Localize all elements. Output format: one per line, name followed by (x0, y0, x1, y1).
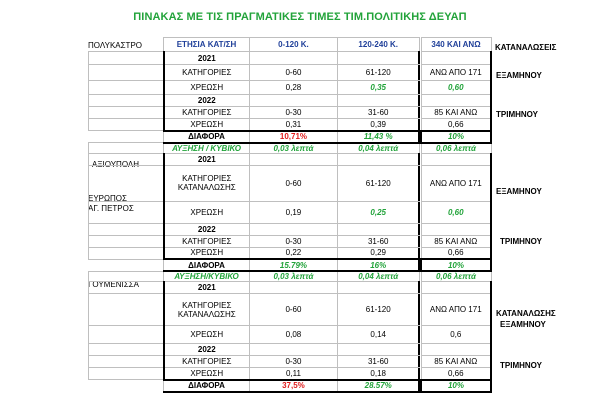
table-cell: 0,60 (421, 201, 491, 223)
year-label: 2022 (164, 95, 250, 107)
table-cell: 85 ΚΑΙ ΑΝΩ (421, 107, 491, 119)
row-label: ΚΑΤΗΓΟΡΙΕΣ (164, 235, 250, 247)
header-cell: 0-120 Κ. (249, 38, 337, 52)
table-cell: ΑΝΩ ΑΠΟ 171 (421, 65, 491, 81)
year-label: 2022 (164, 344, 250, 356)
table-cell: 0,25 (337, 201, 419, 223)
diff-cell: 16% (337, 259, 419, 271)
row-label: ΧΡΕΩΣΗ (164, 119, 250, 131)
increase-cell: 0,04 λεπτά (337, 271, 419, 282)
row-label: ΔΙΑΦΟΡΑ (164, 259, 250, 271)
table-cell: 0,35 (337, 81, 419, 95)
year-row (89, 223, 420, 235)
table-cell: 31-60 (337, 235, 419, 247)
header-row (89, 38, 420, 52)
table-cell: 31-60 (337, 356, 419, 368)
table-cell: ΑΝΩ ΑΠΟ 171 (421, 294, 491, 326)
categories-text: ΚΑΤΗΓΟΡΙΕΣ (182, 174, 232, 184)
year-label: 2021 (164, 153, 250, 165)
table-cell: 0,31 (249, 119, 337, 131)
row-label (164, 294, 250, 326)
row-label: ΚΑΤΗΓΟΡΙΕΣ (164, 356, 250, 368)
diff-cell: 15.79% (249, 259, 337, 271)
table-cell: ΑΝΩ ΑΠΟ 171 (421, 165, 491, 201)
header-cell: ΕΤΗΣΙΑ ΚΑΤ/ΣΗ (164, 38, 250, 52)
header-cell: 120-240 Κ. (337, 38, 419, 52)
year-row (89, 344, 420, 356)
table-cell: 0,18 (337, 368, 419, 380)
consumption-text: ΚΑΤΑΝΑΛΩΣΗΣ (177, 309, 236, 319)
period-label: ΕΞΑΜΗΝΟΥ (500, 320, 546, 329)
table-row (89, 201, 420, 223)
period-label: ΤΡΙΜΗΝΟΥ (500, 237, 542, 246)
table-cell: 0,19 (249, 201, 337, 223)
diff-cell: 10,71% (249, 131, 337, 143)
table-row (89, 65, 420, 81)
table-row (89, 247, 420, 259)
table-row (89, 107, 420, 119)
diff-cell: 28.57% (337, 380, 419, 392)
tariff-table-last-col (420, 37, 492, 393)
increase-label: ΑΥΞΗΣΗ/ΚΥΒΙΚΟ (164, 271, 250, 282)
row-label: ΚΑΤΗΓΟΡΙΕΣ (164, 107, 250, 119)
tariff-table (88, 37, 420, 393)
row-label: ΧΡΕΩΣΗ (164, 326, 250, 344)
row-label: ΔΙΑΦΟΡΑ (164, 380, 250, 392)
table-cell: 0-60 (249, 65, 337, 81)
table-cell: 0-60 (249, 165, 337, 201)
row-label (164, 165, 250, 201)
table-cell: 0-30 (249, 107, 337, 119)
table-cell: 61-120 (337, 165, 419, 201)
increase-cell: 0,06 λεπτά (421, 143, 491, 154)
increase-row (89, 271, 420, 282)
row-label: ΧΡΕΩΣΗ (164, 247, 250, 259)
increase-label: ΑΥΞΗΣΗ / ΚΥΒΙΚΟ (164, 143, 250, 154)
table-row (89, 356, 420, 368)
table-cell: 61-120 (337, 65, 419, 81)
table-cell: 0,39 (337, 119, 419, 131)
period-label: ΕΞΑΜΗΝΟΥ (496, 187, 542, 196)
year-label: 2021 (164, 52, 250, 65)
table-cell: 0,14 (337, 326, 419, 344)
period-label: ΤΡΙΜΗΝΟΥ (496, 110, 538, 119)
row-label: ΔΙΑΦΟΡΑ (164, 131, 250, 143)
table-row (89, 235, 420, 247)
table-row (89, 81, 420, 95)
table-cell: 0,66 (421, 247, 491, 259)
year-row (89, 52, 420, 65)
table-cell: 0-30 (249, 235, 337, 247)
table-cell: 0,11 (249, 368, 337, 380)
year-label: 2022 (164, 223, 250, 235)
increase-cell: 0,06 λεπτά (421, 271, 491, 282)
table-cell: 0,6 (421, 326, 491, 344)
period-label: ΚΑΤΑΝΑΛΩΣΗΣ (496, 309, 556, 318)
table-cell: 0,28 (249, 81, 337, 95)
table-row (89, 368, 420, 380)
table-cell: 0,08 (249, 326, 337, 344)
period-label: ΕΞΑΜΗΝΟΥ (496, 71, 542, 80)
table-cell: 0,66 (421, 368, 491, 380)
diff-cell: 10% (421, 259, 491, 271)
year-row (89, 153, 420, 165)
location-name: ΑΞΙΟΥΠΟΛΗ (92, 160, 140, 169)
table-cell: 61-120 (337, 294, 419, 326)
row-label: ΚΑΤΗΓΟΡΙΕΣ (164, 65, 250, 81)
table-cell: 85 ΚΑΙ ΑΝΩ (421, 235, 491, 247)
header-cell: 340 ΚΑΙ ΑΝΩ (421, 38, 491, 52)
categories-text: ΚΑΤΗΓΟΡΙΕΣ (182, 300, 232, 310)
consumption-text: ΚΑΤΑΝΑΛΩΣΗΣ (177, 183, 236, 193)
year-row (89, 282, 420, 294)
row-label: ΧΡΕΩΣΗ (164, 201, 250, 223)
table-row (89, 294, 420, 326)
difference-row (89, 380, 420, 392)
increase-row (89, 143, 420, 154)
diff-cell: 11,43 % (337, 131, 419, 143)
diff-cell: 37,5% (249, 380, 337, 392)
diff-cell: 10% (421, 131, 491, 143)
year-row (89, 95, 420, 107)
increase-cell: 0,04 λεπτά (337, 143, 419, 154)
location-name: ΠΟΛΥΚΑΣΤΡΟ (88, 41, 143, 50)
row-label: ΧΡΕΩΣΗ (164, 368, 250, 380)
table-cell: 0,29 (337, 247, 419, 259)
table-row (89, 165, 420, 201)
consumption-header: ΚΑΤΑΝΑΛΩΣΕΙΣ (495, 43, 557, 52)
table-cell: 0,60 (421, 81, 491, 95)
table-row (89, 326, 420, 344)
diff-cell: 10% (421, 380, 491, 392)
location-name: ΑΓ. ΠΕΤΡΟΣ (88, 204, 134, 213)
row-label: ΧΡΕΩΣΗ (164, 81, 250, 95)
table-cell: 31-60 (337, 107, 419, 119)
table-row (89, 119, 420, 131)
table-cell: 0-30 (249, 356, 337, 368)
difference-row (89, 259, 420, 271)
location-name: ΓΟΥΜΕΝΙΣΣΑ (88, 280, 139, 289)
increase-cell: 0,03 λεπτά (249, 143, 337, 154)
table-cell: 0-60 (249, 294, 337, 326)
table-cell: 0,22 (249, 247, 337, 259)
difference-row (89, 131, 420, 143)
table-cell: 0,66 (421, 119, 491, 131)
year-label: 2021 (164, 282, 250, 294)
period-label: ΤΡΙΜΗΝΟΥ (500, 361, 542, 370)
page-title: ΠΙΝΑΚΑΣ ΜΕ ΤΙΣ ΠΡΑΓΜΑΤΙΚΕΣ ΤΙΜΕΣ ΤΙΜ.ΠΟΛΙΤΙΚΗΣ ΔΕΥΑΠ (133, 11, 467, 23)
increase-cell: 0,03 λεπτά (249, 271, 337, 282)
location-name: ΕΥΡΩΠΟΣ (88, 194, 127, 203)
table-cell: 85 ΚΑΙ ΑΝΩ (421, 356, 491, 368)
